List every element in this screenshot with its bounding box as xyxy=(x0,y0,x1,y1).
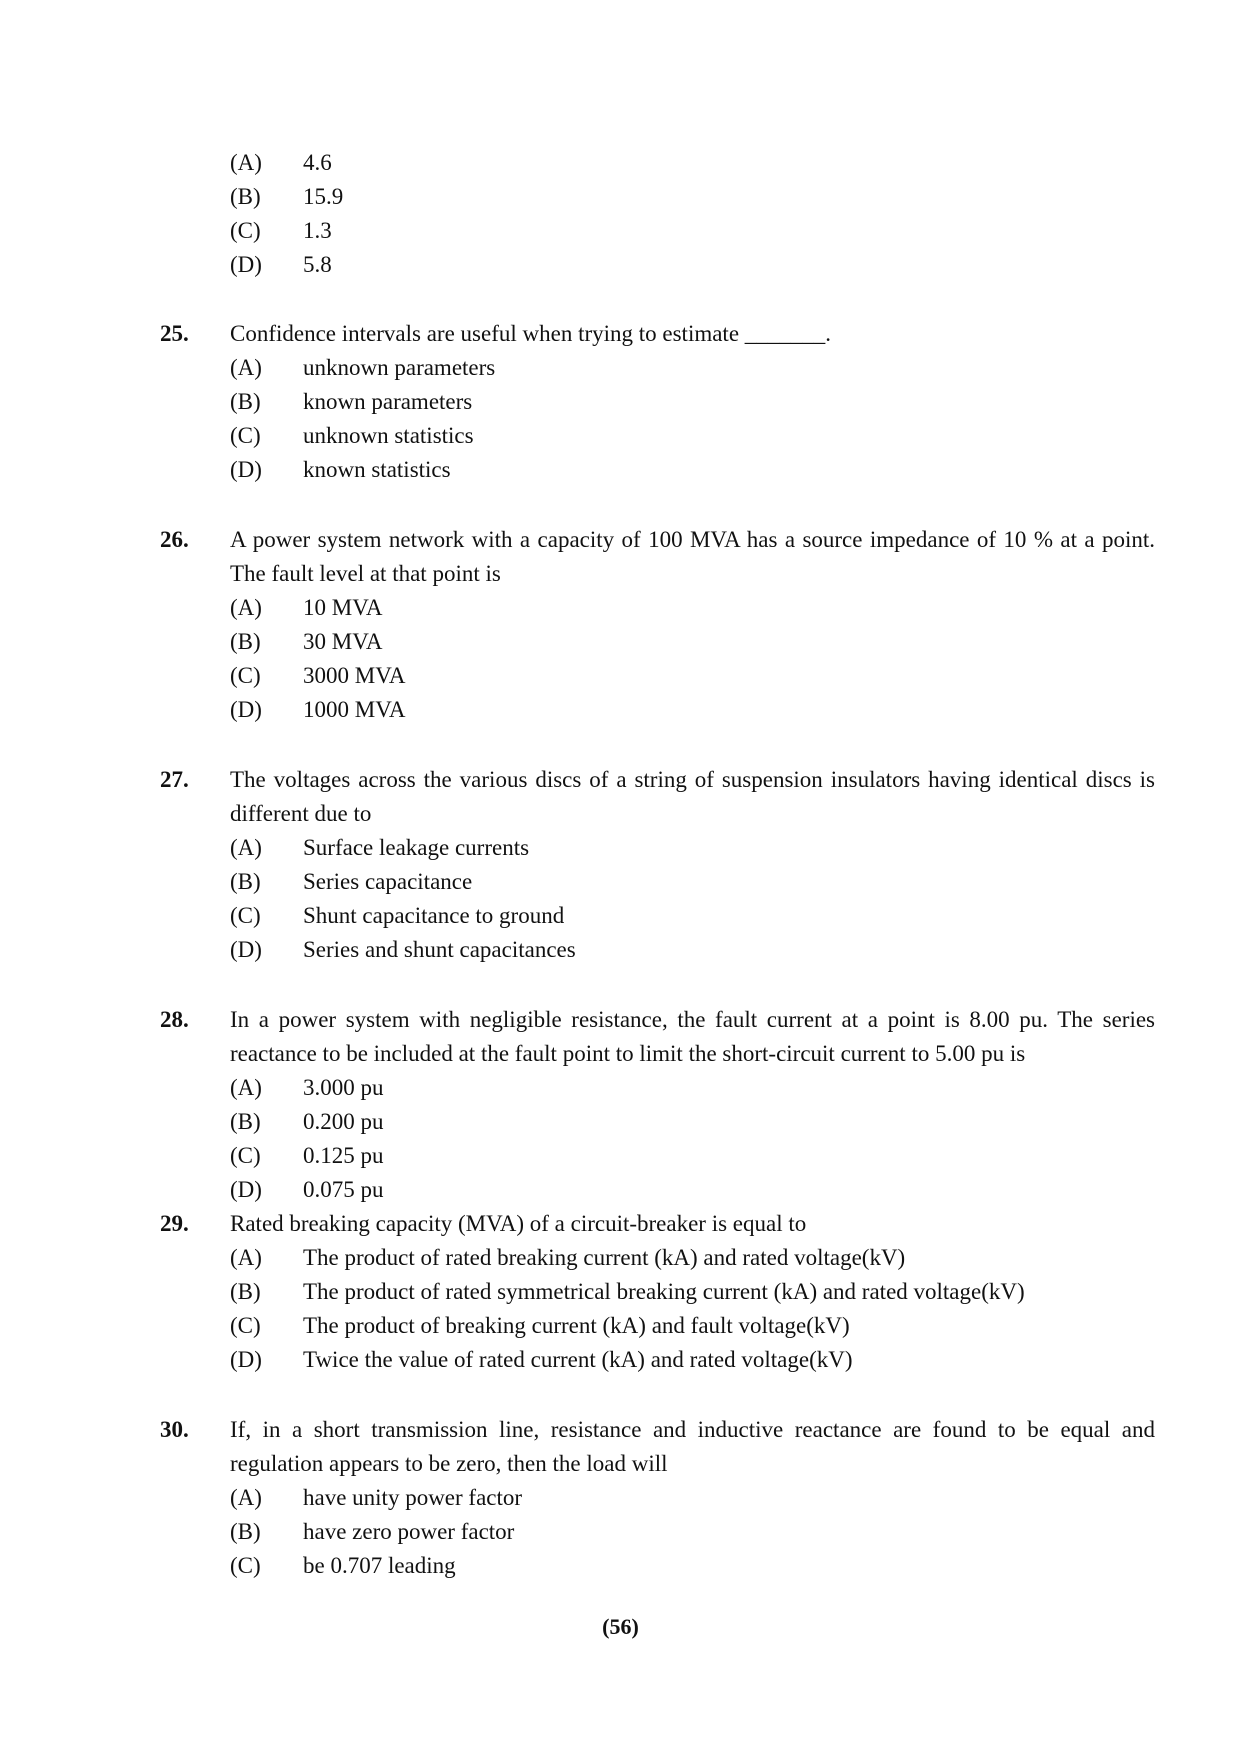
option-label: (D) xyxy=(230,1347,262,1372)
option-text: The product of rated symmetrical breaking current (kA) and rated voltage(kV) xyxy=(303,1279,1025,1304)
option-label: (B) xyxy=(230,1109,261,1134)
option-text: known parameters xyxy=(303,389,473,414)
question-number: 26. xyxy=(160,527,189,552)
option-label: (B) xyxy=(230,389,261,414)
question-number: 29. xyxy=(160,1211,189,1236)
option-label: (C) xyxy=(230,1143,261,1168)
option-label: (D) xyxy=(230,252,262,277)
option-text: 1.3 xyxy=(303,218,332,243)
option-text: 1000 MVA xyxy=(303,697,406,722)
options-list xyxy=(230,591,1160,727)
option-text: 0.075 pu xyxy=(303,1177,384,1202)
option-text: unknown statistics xyxy=(303,423,474,448)
question-26 xyxy=(160,523,1160,727)
option xyxy=(230,1549,1160,1583)
option xyxy=(230,1343,1160,1377)
options-list xyxy=(230,1481,1160,1583)
option-label: (B) xyxy=(230,184,261,209)
option xyxy=(230,693,1160,727)
option-text: 0.125 pu xyxy=(303,1143,384,1168)
option-label: (A) xyxy=(230,1485,262,1510)
question-25 xyxy=(160,317,1160,487)
option xyxy=(230,1481,1160,1515)
option-label: (B) xyxy=(230,1279,261,1304)
option-label: (C) xyxy=(230,663,261,688)
option-label: (D) xyxy=(230,697,262,722)
option xyxy=(230,351,1160,385)
option xyxy=(230,419,1160,453)
option-text: have zero power factor xyxy=(303,1519,515,1544)
option-label: (C) xyxy=(230,903,261,928)
option xyxy=(230,625,1160,659)
option xyxy=(230,865,1160,899)
option-text: have unity power factor xyxy=(303,1485,523,1510)
option xyxy=(230,1275,1160,1309)
option-text: Shunt capacitance to ground xyxy=(303,903,565,928)
option-label: (D) xyxy=(230,1177,262,1202)
option xyxy=(230,831,1160,865)
option-label: (C) xyxy=(230,1313,261,1338)
option-text: be 0.707 leading xyxy=(303,1553,456,1578)
question-text: Rated breaking capacity (MVA) of a circuit-breaker is equal to xyxy=(230,1211,807,1236)
question-28 xyxy=(160,1003,1160,1207)
option xyxy=(230,385,1160,419)
option-label: (D) xyxy=(230,937,262,962)
page-number: (56) xyxy=(602,1614,639,1639)
option-label: (A) xyxy=(230,1075,262,1100)
options-list xyxy=(230,1241,1160,1377)
option-text: 5.8 xyxy=(303,252,332,277)
question-number: 25. xyxy=(160,321,189,346)
option-label: (C) xyxy=(230,218,261,243)
option xyxy=(230,933,1160,967)
option-text: Series capacitance xyxy=(303,869,473,894)
option xyxy=(230,1241,1160,1275)
question-text: Confidence intervals are useful when trying to estimate _______. xyxy=(230,321,832,346)
option xyxy=(230,1139,1160,1173)
option-text: Series and shunt capacitances xyxy=(303,937,576,962)
question-30 xyxy=(160,1413,1160,1583)
options-list xyxy=(230,351,1160,487)
question-number: 30. xyxy=(160,1417,189,1442)
option xyxy=(230,146,343,180)
question-text: A power system network with a capacity of 100 MVA has a source impedance of 10 % at a point. The fault level at that point is xyxy=(230,527,1155,586)
option-label: (B) xyxy=(230,869,261,894)
option-text: The product of breaking current (kA) and fault voltage(kV) xyxy=(303,1313,850,1338)
option xyxy=(230,591,1160,625)
option xyxy=(230,1309,1160,1343)
option xyxy=(230,180,343,214)
options-list xyxy=(230,831,1160,967)
question-number: 27. xyxy=(160,767,189,792)
option-label: (C) xyxy=(230,1553,261,1578)
option-text: 10 MVA xyxy=(303,595,383,620)
option-label: (A) xyxy=(230,595,262,620)
option-text: 30 MVA xyxy=(303,629,383,654)
option-text: 4.6 xyxy=(303,150,332,175)
option-label: (C) xyxy=(230,423,261,448)
option-label: (D) xyxy=(230,457,262,482)
option xyxy=(230,659,1160,693)
continued-options xyxy=(230,146,343,282)
option xyxy=(230,1071,1160,1105)
option xyxy=(230,899,1160,933)
question-text: The voltages across the various discs of a string of suspension insulators having identical discs is different due to xyxy=(230,767,1155,826)
option xyxy=(230,248,343,282)
option xyxy=(230,214,343,248)
question-text: If, in a short transmission line, resistance and inductive reactance are found to be equal and regulation appears to be zero, then the load will xyxy=(230,1417,1155,1476)
option-text: Twice the value of rated current (kA) and rated voltage(kV) xyxy=(303,1347,853,1372)
option-text: known statistics xyxy=(303,457,451,482)
question-text: In a power system with negligible resistance, the fault current at a point is 8.00 pu. The series reactance to be included at the fault point to limit the short-circuit current to 5.00 pu is xyxy=(230,1007,1155,1066)
option xyxy=(230,453,1160,487)
option-text: The product of rated breaking current (kA) and rated voltage(kV) xyxy=(303,1245,906,1270)
option-label: (A) xyxy=(230,1245,262,1270)
option-label: (A) xyxy=(230,355,262,380)
option-text: Surface leakage currents xyxy=(303,835,530,860)
option xyxy=(230,1105,1160,1139)
option-label: (A) xyxy=(230,835,262,860)
question-27 xyxy=(160,763,1160,967)
option-label: (B) xyxy=(230,629,261,654)
option-label: (B) xyxy=(230,1519,261,1544)
question-29 xyxy=(160,1207,1160,1377)
question-number: 28. xyxy=(160,1007,189,1032)
option-text: 3000 MVA xyxy=(303,663,406,688)
option-text: unknown parameters xyxy=(303,355,496,380)
option xyxy=(230,1515,1160,1549)
option-text: 0.200 pu xyxy=(303,1109,384,1134)
options-list xyxy=(230,1071,1160,1207)
option xyxy=(230,1173,1160,1207)
option-text: 15.9 xyxy=(303,184,344,209)
option-label: (A) xyxy=(230,150,262,175)
option-text: 3.000 pu xyxy=(303,1075,384,1100)
